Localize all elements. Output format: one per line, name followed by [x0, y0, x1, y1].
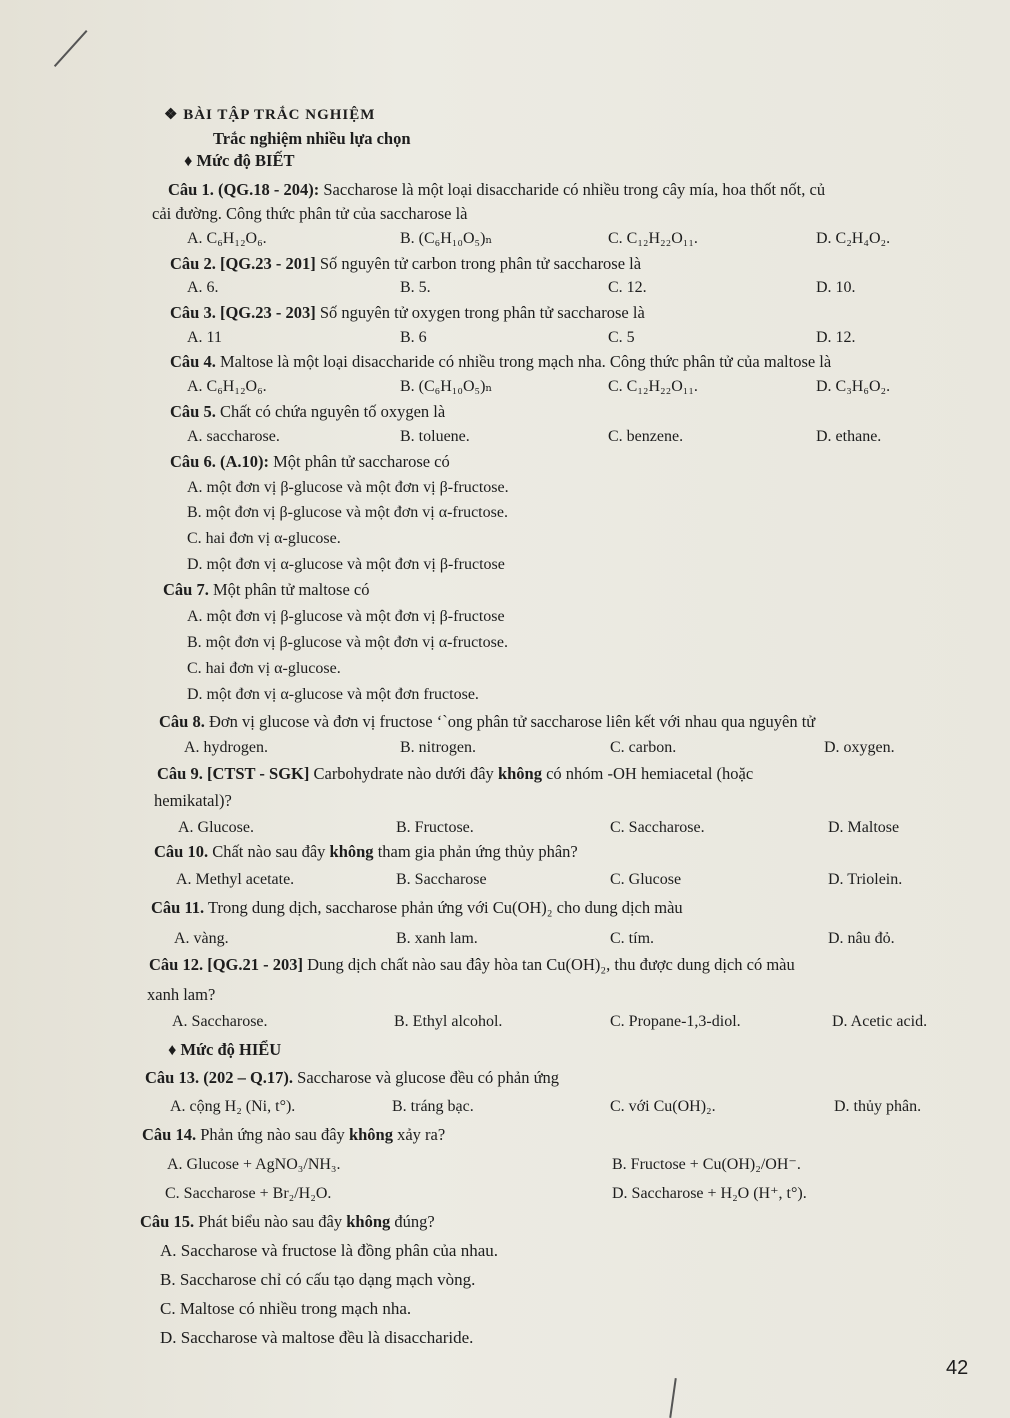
option-c: C. hai đơn vị α-glucose.	[187, 660, 341, 677]
option-c: C. Saccharose + Br₂/H₂O.	[165, 1185, 332, 1202]
question-number: Câu 2. [QG.23 - 201]	[170, 254, 316, 273]
option-d: D. Saccharose và maltose đều là disaccharide.	[160, 1328, 474, 1347]
option-d: D. một đơn vị α-glucose và một đơn vị β-fructose	[187, 556, 505, 573]
option-c: C. 5	[608, 329, 635, 346]
option-b: B. Saccharose chỉ có cấu tạo dạng mạch vòng.	[160, 1270, 476, 1289]
question-12	[149, 955, 795, 975]
question-text: Số nguyên tử carbon trong phân tử saccharose là	[319, 254, 642, 273]
question-text: đúng?	[394, 1212, 435, 1231]
option-d: D. Maltose	[828, 819, 900, 836]
question-number: Câu 11.	[151, 898, 205, 917]
question-3	[170, 303, 645, 323]
question-number: Câu 15.	[140, 1212, 195, 1231]
question-text: Trong dung dịch, saccharose phản ứng với Cu(OH)₂ cho dung dịch màu	[208, 898, 683, 917]
option-d: D. C₃H₆O₂.	[816, 378, 891, 395]
question-text-cont: hemikatal)?	[154, 791, 232, 810]
question-number: Câu 5.	[170, 402, 216, 421]
question-14	[142, 1125, 445, 1145]
question-text-cont: xanh lam?	[147, 985, 216, 1004]
question-number: Câu 7.	[163, 580, 209, 599]
option-d: D. nâu đỏ.	[828, 930, 895, 947]
option-b: B. toluene.	[400, 428, 470, 445]
option-a: A. C₆H₁₂O₆.	[187, 378, 267, 395]
question-number: Câu 10.	[154, 842, 209, 861]
question-number: Câu 1. (QG.18 - 204):	[168, 180, 320, 199]
option-b: B. (C₆H₁₀O₅)ₙ	[400, 378, 493, 395]
option-a: A. một đơn vị β-glucose và một đơn vị β-fructose	[187, 608, 505, 625]
question-text-cont: cải đường. Công thức phân tử của saccharose là	[152, 204, 468, 223]
question-number: Câu 12. [QG.21 - 203]	[149, 955, 303, 974]
option-a: A. Glucose.	[178, 819, 254, 836]
question-7	[163, 580, 369, 600]
question-6	[170, 452, 450, 472]
option-b: B. Ethyl alcohol.	[394, 1013, 503, 1030]
question-number: Câu 9. [CTST - SGK]	[157, 764, 310, 783]
option-a: A. Glucose + AgNO₃/NH₃.	[167, 1156, 341, 1173]
pen-mark	[669, 1378, 677, 1418]
section-subtitle: Trắc nghiệm nhiều lựa chọn	[213, 129, 411, 148]
question-text: Saccharose là một loại disaccharide có nhiều trong cây mía, hoa thốt nốt, củ	[323, 180, 826, 199]
question-text: Saccharose và glucose đều có phản ứng	[297, 1068, 560, 1087]
question-10	[154, 842, 578, 862]
question-number: Câu 4.	[170, 352, 216, 371]
question-text: Đơn vị glucose và đơn vị fructose ‘`ong phân tử saccharose liên kết với nhau qua nguyên tử	[208, 712, 816, 731]
option-d: D. một đơn vị α-glucose và một đơn fructose.	[187, 686, 479, 703]
option-b: B. 5.	[400, 279, 431, 296]
option-c: C. C₁₂H₂₂O₁₁.	[608, 378, 698, 395]
question-1	[168, 180, 825, 200]
question-text: xảy ra?	[397, 1125, 446, 1144]
question-text: Số nguyên tử oxygen trong phân tử saccharose là	[319, 303, 645, 322]
option-b: B. Saccharose	[396, 871, 487, 888]
question-text: có nhóm -OH hemiacetal (hoặc	[546, 764, 754, 783]
option-b: B. Fructose.	[396, 819, 474, 836]
question-4	[170, 352, 831, 372]
option-a: A. Methyl acetate.	[176, 871, 295, 888]
question-2	[170, 254, 641, 274]
option-a: A. 11	[187, 329, 222, 346]
option-d: D. Acetic acid.	[832, 1013, 928, 1030]
option-d: D. C₂H₄O₂.	[816, 230, 891, 247]
option-a: A. một đơn vị β-glucose và một đơn vị β-fructose.	[187, 479, 509, 496]
question-emphasis: không	[497, 764, 542, 783]
section-title: ❖ BÀI TẬP TRẮC NGHIỆM	[164, 107, 376, 123]
option-c: C. 12.	[608, 279, 647, 296]
question-number: Câu 13. (202 – Q.17).	[145, 1068, 294, 1087]
option-a: A. 6.	[187, 279, 219, 296]
question-text: Phát biểu nào sau đây	[198, 1212, 343, 1231]
question-5	[170, 402, 445, 422]
option-c: C. C₁₂H₂₂O₁₁.	[608, 230, 698, 247]
option-c: C. Propane-1,3-diol.	[610, 1013, 741, 1030]
question-13	[145, 1068, 559, 1088]
option-d: D. 12.	[816, 329, 856, 346]
option-b: B. một đơn vị β-glucose và một đơn vị α-fructose.	[187, 634, 508, 651]
question-text: Maltose là một loại disaccharide có nhiều trong mạch nha. Công thức phân tử của maltose là	[219, 352, 832, 371]
level-heading: ♦ Mức độ HIỂU	[168, 1040, 282, 1059]
option-a: A. C₆H₁₂O₆.	[187, 230, 267, 247]
question-15	[140, 1212, 435, 1232]
question-number: Câu 8.	[159, 712, 205, 731]
option-a: A. Saccharose và fructose là đồng phân của nhau.	[160, 1241, 498, 1260]
question-text: Carbohydrate nào dưới đây	[313, 764, 494, 783]
question-emphasis: không	[329, 842, 374, 861]
option-c: C. Saccharose.	[610, 819, 705, 836]
question-emphasis: không	[346, 1212, 391, 1231]
option-d: D. Saccharose + H₂O (H⁺, t°).	[612, 1185, 807, 1202]
question-8	[159, 712, 815, 732]
option-c: C. hai đơn vị α-glucose.	[187, 530, 341, 547]
option-c: C. Glucose	[610, 871, 682, 888]
option-a: A. cộng H₂ (Ni, t°).	[170, 1098, 296, 1115]
option-a: A. Saccharose.	[172, 1013, 268, 1030]
option-d: D. ethane.	[816, 428, 882, 445]
option-b: B. 6	[400, 329, 427, 346]
option-c: C. tím.	[610, 930, 655, 947]
option-a: A. hydrogen.	[184, 739, 268, 756]
question-number: Câu 14.	[142, 1125, 197, 1144]
option-c: C. với Cu(OH)₂.	[610, 1098, 716, 1115]
option-c: C. benzene.	[608, 428, 684, 445]
question-number: Câu 3. [QG.23 - 203]	[170, 303, 316, 322]
option-d: D. oxygen.	[824, 739, 895, 756]
question-text: Phản ứng nào sau đây	[200, 1125, 345, 1144]
option-b: B. nitrogen.	[400, 739, 476, 756]
level-heading: ♦ Mức độ BIẾT	[184, 151, 295, 170]
option-b: B. xanh lam.	[396, 930, 478, 947]
option-d: D. 10.	[816, 279, 856, 296]
question-emphasis: không	[348, 1125, 393, 1144]
question-text: tham gia phản ứng thủy phân?	[377, 842, 578, 861]
option-c: C. carbon.	[610, 739, 677, 756]
question-number: Câu 6. (A.10):	[170, 452, 269, 471]
option-a: A. saccharose.	[187, 428, 280, 445]
question-text: Chất nào sau đây	[212, 842, 326, 861]
question-text: Một phân tử maltose có	[212, 580, 370, 599]
question-text: Một phân tử saccharose có	[273, 452, 450, 471]
option-b: B. một đơn vị β-glucose và một đơn vị α-fructose.	[187, 504, 508, 521]
question-11	[151, 898, 683, 918]
option-b: B. Fructose + Cu(OH)₂/OH⁻.	[612, 1156, 801, 1173]
option-d: D. Triolein.	[828, 871, 903, 888]
option-b: B. (C₆H₁₀O₅)ₙ	[400, 230, 493, 247]
page-number: 42	[946, 1357, 969, 1379]
option-b: B. tráng bạc.	[392, 1098, 474, 1115]
option-d: D. thủy phân.	[834, 1098, 922, 1115]
question-text: Chất có chứa nguyên tố oxygen là	[219, 402, 446, 421]
option-a: A. vàng.	[174, 930, 229, 947]
question-9	[157, 764, 753, 784]
option-c: C. Maltose có nhiều trong mạch nha.	[160, 1299, 412, 1318]
question-text: Dung dịch chất nào sau đây hòa tan Cu(OH)₂, thu được dung dịch có màu	[307, 955, 795, 974]
pen-mark	[54, 30, 88, 67]
